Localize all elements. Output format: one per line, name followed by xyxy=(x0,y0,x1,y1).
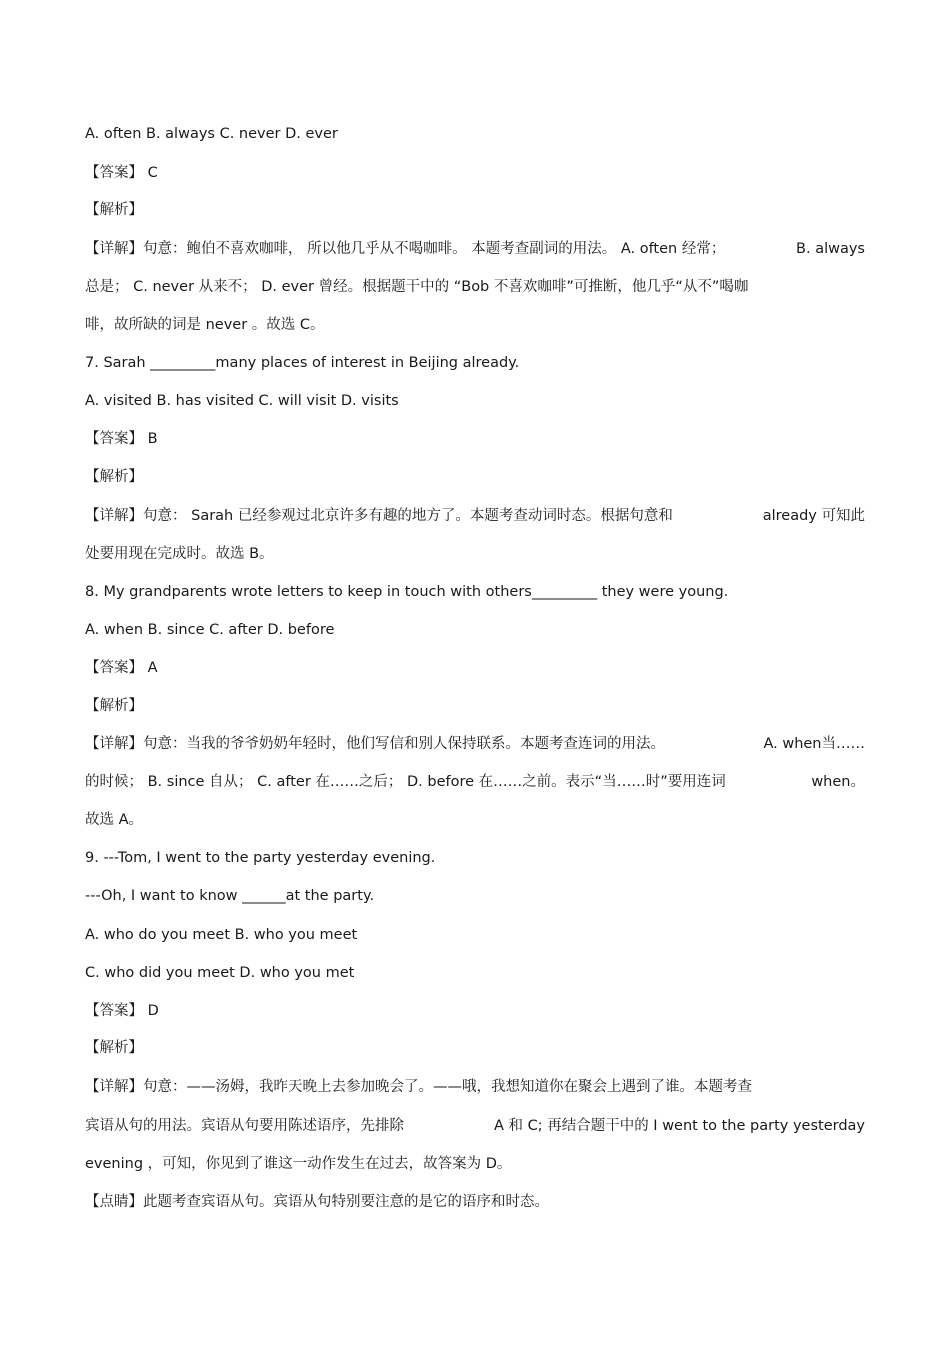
q9-analysis-label: 【解析】 xyxy=(85,1040,143,1056)
q9-detail-line-3: evening ，可知，你见到了谁这一动作发生在过去，故答案为 D。 xyxy=(85,1156,512,1172)
q7-detail-1a: 【详解】句意： Sarah 已经参观过北京许多有趣的地方了。本题考查动词时态。根据句意和 xyxy=(85,508,673,524)
q8-detail-1b: A. when当…… xyxy=(763,736,865,752)
q8-analysis-label: 【解析】 xyxy=(85,698,143,714)
q9-detail-line-1: 【详解】句意：——汤姆，我昨天晚上去参加晚会了。——哦，我想知道你在聚会上遇到了谁。本题考查 xyxy=(85,1079,752,1095)
q8-detail-1a: 【详解】句意：当我的爷爷奶奶年轻时，他们写信和别人保持联系。本题考查连词的用法。 xyxy=(85,736,665,752)
q8-detail-line-3: 故选 A。 xyxy=(85,812,144,828)
q9-detail-2b: A 和 C; 再结合题干中的 I went to the party yesterday xyxy=(493,1118,865,1134)
q6-detail-line-2: 总是； C. never 从来不； D. ever 曾经。根据题干中的 “Bob 不喜欢咖啡”可推断，他几乎“从不”喝咖 xyxy=(85,279,749,295)
q7-analysis-label: 【解析】 xyxy=(85,469,143,485)
q6-answer: 【答案】 C xyxy=(85,165,158,181)
q9-answer: 【答案】 D xyxy=(85,1003,159,1019)
q7-detail-line-2: 处要用现在完成时。故选 B。 xyxy=(85,546,274,562)
q8-answer: 【答案】 A xyxy=(85,660,158,676)
q6-detail-line-1 xyxy=(85,239,865,259)
q9-options-line-1: A. who do you meet B. who you meet xyxy=(85,927,358,943)
q9-comment: 【点睛】此题考查宾语从句。宾语从句特别要注意的是它的语序和时态。 xyxy=(85,1194,549,1210)
q9-detail-2a: 宾语从句的用法。宾语从句要用陈述语序，先排除 xyxy=(85,1118,404,1134)
q7-question: 7. Sarah _________many places of interest in Beijing already. xyxy=(85,355,520,371)
q7-detail-1b: already 可知此 xyxy=(762,508,865,524)
q9-detail-line-2 xyxy=(85,1116,865,1136)
q9-options-line-2: C. who did you meet D. who you met xyxy=(85,965,355,981)
q8-question: 8. My grandparents wrote letters to keep in touch with others_________ they were young. xyxy=(85,584,729,600)
q7-detail-line-1 xyxy=(85,506,865,526)
q6-detail-1b: B. always xyxy=(796,241,865,257)
q7-options: A. visited B. has visited C. will visit D. visits xyxy=(85,393,399,409)
q8-detail-line-1 xyxy=(85,734,865,754)
q7-answer: 【答案】 B xyxy=(85,431,158,447)
q6-detail-line-3: 啡，故所缺的词是 never 。故选 C。 xyxy=(85,317,325,333)
q6-analysis-label: 【解析】 xyxy=(85,202,143,218)
q6-options: A. often B. always C. never D. ever xyxy=(85,126,338,142)
q6-detail-1a: 【详解】句意：鲍伯不喜欢咖啡， 所以他几乎从不喝咖啡。 本题考查副词的用法。 A. often 经常； xyxy=(85,241,726,257)
q9-question-line-2: ---Oh, I want to know ______at the party. xyxy=(85,888,375,904)
q8-detail-2b: when。 xyxy=(811,774,865,790)
q8-options: A. when B. since C. after D. before xyxy=(85,622,335,638)
q8-detail-line-2 xyxy=(85,772,865,792)
q9-question-line-1: 9. ---Tom, I went to the party yesterday evening. xyxy=(85,850,436,866)
q8-detail-2a: 的时候； B. since 自从； C. after 在……之后； D. before 在……之前。表示“当……时”要用连词 xyxy=(85,774,726,790)
